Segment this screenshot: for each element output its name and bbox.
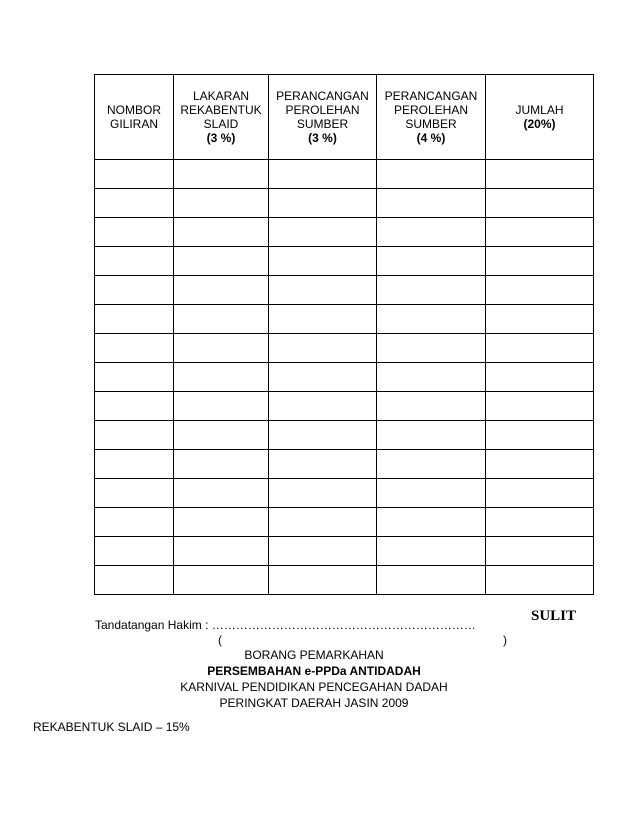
- table-row: [95, 508, 594, 537]
- table-cell[interactable]: [377, 189, 486, 218]
- header-row: [95, 75, 594, 160]
- judge-signature-field[interactable]: …………………………………………………………: [211, 618, 476, 632]
- table-row: [95, 218, 594, 247]
- table-cell[interactable]: [486, 305, 594, 334]
- table-cell[interactable]: [174, 450, 269, 479]
- table-row: [95, 392, 594, 421]
- table-cell[interactable]: [174, 334, 269, 363]
- table-cell[interactable]: [95, 160, 174, 189]
- table-cell[interactable]: [377, 334, 486, 363]
- table-cell[interactable]: [95, 334, 174, 363]
- table-cell[interactable]: [174, 421, 269, 450]
- table-cell[interactable]: [377, 160, 486, 189]
- table-cell[interactable]: [486, 537, 594, 566]
- table-cell[interactable]: [486, 479, 594, 508]
- table-cell[interactable]: [377, 421, 486, 450]
- judge-signature-label: Tandatangan Hakim :: [95, 618, 212, 632]
- table-cell[interactable]: [486, 450, 594, 479]
- judge-name-paren-open: (: [218, 633, 222, 647]
- score-table-header: [95, 75, 594, 160]
- table-cell[interactable]: [174, 392, 269, 421]
- table-cell[interactable]: [95, 450, 174, 479]
- table-cell[interactable]: [174, 189, 269, 218]
- table-row: [95, 334, 594, 363]
- table-cell[interactable]: [377, 537, 486, 566]
- column-header-text: LAKARAN: [192, 89, 250, 103]
- table-cell[interactable]: [486, 392, 594, 421]
- table-cell[interactable]: [95, 566, 174, 595]
- table-row: [95, 537, 594, 566]
- column-header-text: PERANCANGAN: [384, 89, 478, 103]
- table-row: [95, 305, 594, 334]
- table-cell[interactable]: [269, 363, 377, 392]
- table-cell[interactable]: [95, 305, 174, 334]
- table-cell[interactable]: [269, 450, 377, 479]
- table-cell[interactable]: [174, 566, 269, 595]
- table-cell[interactable]: [95, 276, 174, 305]
- table-cell[interactable]: [95, 392, 174, 421]
- table-cell[interactable]: [269, 392, 377, 421]
- table-cell[interactable]: [269, 479, 377, 508]
- table-cell[interactable]: [174, 537, 269, 566]
- column-header-weight: (3 %): [206, 131, 236, 145]
- table-row: [95, 160, 594, 189]
- table-cell[interactable]: [95, 218, 174, 247]
- table-cell[interactable]: [269, 334, 377, 363]
- column-header: [174, 75, 269, 160]
- table-row: [95, 276, 594, 305]
- table-row: [95, 363, 594, 392]
- column-header-weight: (20%): [523, 117, 556, 131]
- table-cell[interactable]: [377, 218, 486, 247]
- column-header-text: PEROLEHAN: [393, 103, 469, 117]
- column-header: [377, 75, 486, 160]
- table-cell[interactable]: [95, 508, 174, 537]
- table-cell[interactable]: [269, 537, 377, 566]
- classification-label: SULIT: [531, 608, 577, 624]
- table-cell[interactable]: [269, 508, 377, 537]
- table-cell[interactable]: [486, 363, 594, 392]
- table-cell[interactable]: [377, 305, 486, 334]
- column-header-text: REKABENTUK: [180, 103, 262, 117]
- carnival-title: KARNIVAL PENDIDIKAN PENCEGAHAN DADAH: [180, 680, 448, 694]
- table-cell[interactable]: [377, 508, 486, 537]
- score-table-body: [95, 160, 594, 595]
- table-cell[interactable]: [486, 218, 594, 247]
- table-cell[interactable]: [269, 276, 377, 305]
- table-cell[interactable]: [486, 276, 594, 305]
- table-cell[interactable]: [377, 392, 486, 421]
- table-cell[interactable]: [269, 189, 377, 218]
- table-cell[interactable]: [269, 566, 377, 595]
- column-header-text: SUMBER: [405, 117, 457, 131]
- table-cell[interactable]: [486, 160, 594, 189]
- table-cell[interactable]: [377, 276, 486, 305]
- table-cell[interactable]: [174, 508, 269, 537]
- table-cell[interactable]: [486, 247, 594, 276]
- column-header: [486, 75, 594, 160]
- table-cell[interactable]: [174, 160, 269, 189]
- table-cell[interactable]: [174, 276, 269, 305]
- table-cell[interactable]: [486, 508, 594, 537]
- table-cell[interactable]: [174, 218, 269, 247]
- section-label: REKABENTUK SLAID – 15%: [33, 720, 190, 734]
- table-cell[interactable]: [95, 247, 174, 276]
- table-cell[interactable]: [269, 247, 377, 276]
- table-cell[interactable]: [95, 363, 174, 392]
- table-cell[interactable]: [174, 247, 269, 276]
- table-cell[interactable]: [486, 334, 594, 363]
- column-header-weight: (3 %): [308, 131, 337, 145]
- column-header-weight: (4 %): [416, 131, 446, 145]
- table-cell[interactable]: [269, 160, 377, 189]
- table-cell[interactable]: [95, 537, 174, 566]
- column-header: [95, 75, 174, 160]
- table-cell[interactable]: [174, 363, 269, 392]
- column-header-text: SUMBER: [296, 117, 349, 131]
- table-cell[interactable]: [174, 479, 269, 508]
- column-header-text: SLAID: [203, 117, 239, 131]
- column-header-text: JUMLAH: [515, 103, 564, 117]
- table-cell[interactable]: [486, 421, 594, 450]
- table-row: [95, 479, 594, 508]
- column-header-text: GILIRAN: [109, 117, 158, 131]
- score-table: [94, 74, 594, 595]
- table-cell[interactable]: [486, 189, 594, 218]
- table-cell[interactable]: [269, 421, 377, 450]
- table-cell[interactable]: [377, 450, 486, 479]
- judge-name-paren-close: ): [503, 633, 507, 647]
- table-cell[interactable]: [486, 566, 594, 595]
- table-cell[interactable]: [95, 479, 174, 508]
- table-cell[interactable]: [95, 421, 174, 450]
- table-cell[interactable]: [269, 305, 377, 334]
- column-header-text: PERANCANGAN: [276, 89, 369, 103]
- table-cell[interactable]: [377, 479, 486, 508]
- table-row: [95, 247, 594, 276]
- column-header-text: NOMBOR: [107, 103, 161, 117]
- event-title: PERSEMBAHAN e-PPDa ANTIDADAH: [207, 664, 421, 678]
- column-header-text: PEROLEHAN: [285, 103, 360, 117]
- district-level-title: PERINGKAT DAERAH JASIN 2009: [219, 696, 409, 710]
- table-cell[interactable]: [95, 189, 174, 218]
- table-row: [95, 566, 594, 595]
- table-cell[interactable]: [377, 363, 486, 392]
- table-cell[interactable]: [174, 305, 269, 334]
- table-cell[interactable]: [377, 247, 486, 276]
- table-row: [95, 189, 594, 218]
- table-row: [95, 421, 594, 450]
- column-header: [269, 75, 377, 160]
- table-cell[interactable]: [377, 566, 486, 595]
- form-title: BORANG PEMARKAHAN: [244, 648, 384, 662]
- table-row: [95, 450, 594, 479]
- table-cell[interactable]: [269, 218, 377, 247]
- judge-signature-line: [95, 618, 476, 632]
